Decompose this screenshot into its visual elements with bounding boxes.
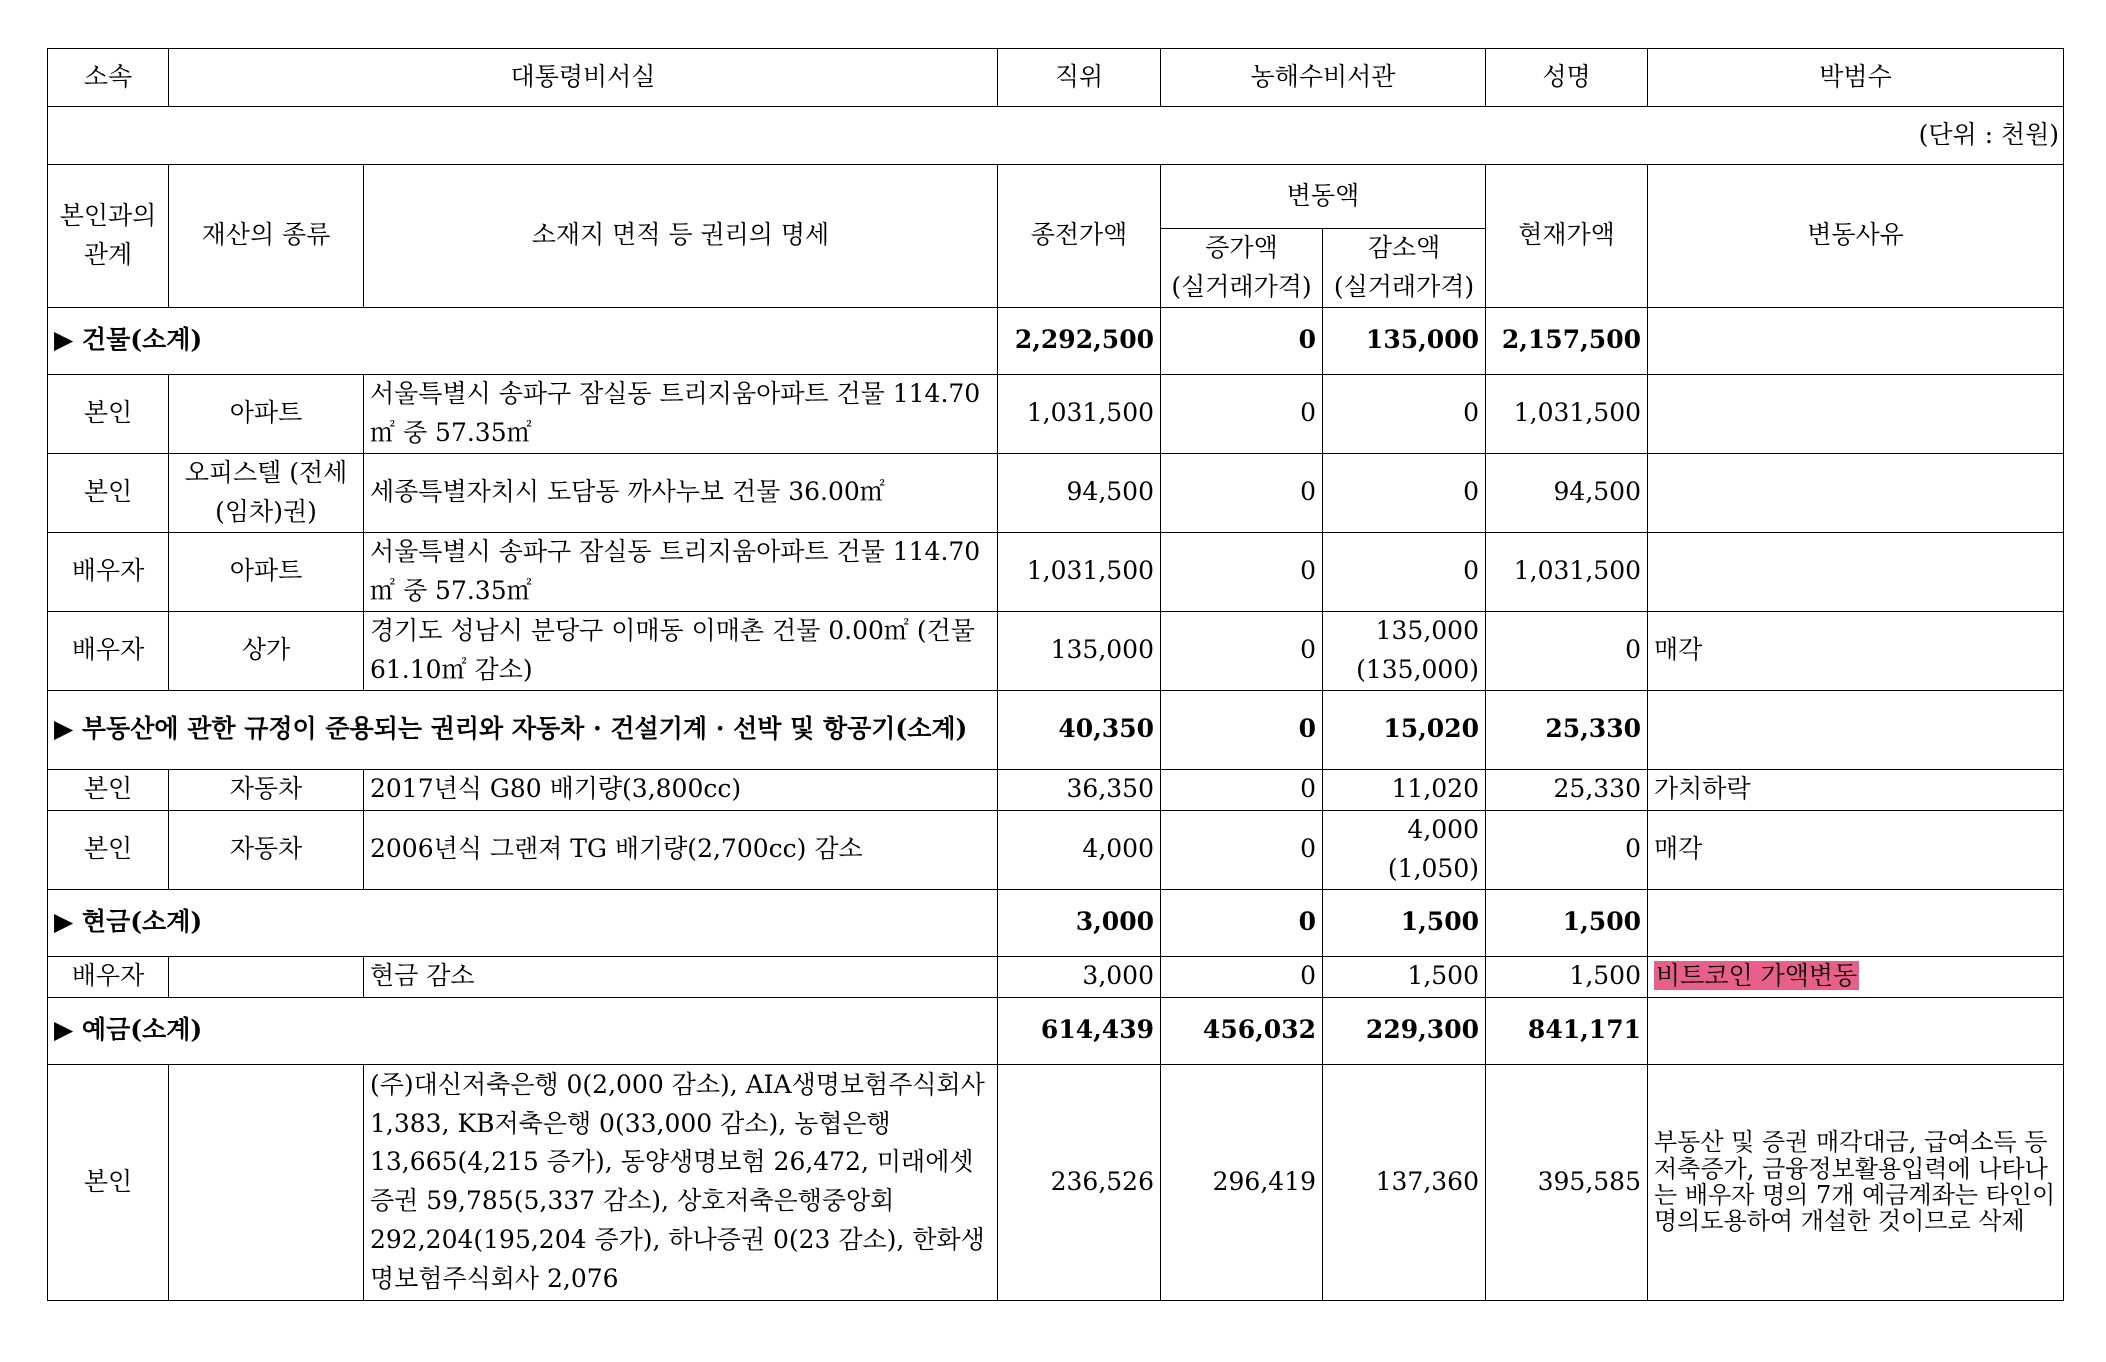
subtotal-increase: 0 (1161, 889, 1323, 956)
col-current: 현재가액 (1486, 165, 1648, 308)
subtotal-increase: 456,032 (1161, 997, 1323, 1064)
cell-reason: 가치하락 (1648, 769, 2064, 810)
cell-previous: 3,000 (998, 956, 1161, 997)
cell-decrease: 135,000 (135,000) (1323, 611, 1486, 690)
name-value: 박범수 (1648, 49, 2064, 107)
cell-reason (1648, 453, 2064, 532)
name-label: 성명 (1486, 49, 1648, 107)
cell-previous: 94,500 (998, 453, 1161, 532)
cell-increase: 0 (1161, 769, 1323, 810)
col-reason: 변동사유 (1648, 165, 2064, 308)
cell-decrease: 0 (1323, 374, 1486, 453)
subtotal-current: 25,330 (1486, 690, 1648, 769)
cell-increase: 0 (1161, 453, 1323, 532)
subtotal-row-vehicles (48, 690, 2064, 769)
cell-detail: (주)대신저축은행 0(2,000 감소), AIA생명보험주식회사 1,383, KB저축은행 0(33,000 감소), 농협은행 13,665(4,215 증가), 동양생명보험 26,472, 미래에셋증권 59,785(5,337 감소), 상호저축은행중앙회 292,204(195,204 증가), 하나증권 0(23 감소), 한화생명보험주식회사 2,076 (364, 1064, 998, 1300)
cell-current: 0 (1486, 611, 1648, 690)
column-header-row (48, 165, 2064, 229)
position-label: 직위 (998, 49, 1161, 107)
subtotal-previous: 614,439 (998, 997, 1161, 1064)
header-info-row (48, 49, 2064, 107)
subtotal-increase: 0 (1161, 690, 1323, 769)
unit-row (48, 107, 2064, 165)
cell-reason: 부동산 및 증권 매각대금, 급여소득 등 저축증가, 금융정보활용입력에 나타나는 배우자 명의 7개 예금계좌는 타인이 명의도용하여 개설한 것이므로 삭제 (1648, 1064, 2064, 1300)
subtotal-previous: 40,350 (998, 690, 1161, 769)
cell-decrease: 0 (1323, 453, 1486, 532)
unit-text: (단위 : 천원) (48, 107, 2064, 165)
affiliation-value: 대통령비서실 (169, 49, 998, 107)
cell-detail: 현금 감소 (364, 956, 998, 997)
subtotal-previous: 2,292,500 (998, 307, 1161, 374)
cell-previous: 236,526 (998, 1064, 1161, 1300)
cell-relation: 본인 (48, 810, 169, 889)
cell-increase: 0 (1161, 532, 1323, 611)
cell-previous: 1,031,500 (998, 374, 1161, 453)
subtotal-current: 2,157,500 (1486, 307, 1648, 374)
cell-increase: 0 (1161, 956, 1323, 997)
col-change-group: 변동액 (1161, 165, 1486, 229)
asset-change-table (47, 48, 2064, 1301)
cell-current: 25,330 (1486, 769, 1648, 810)
table-row (48, 956, 2064, 997)
affiliation-label: 소속 (48, 49, 169, 107)
cell-relation: 본인 (48, 374, 169, 453)
cell-increase: 0 (1161, 810, 1323, 889)
position-value: 농해수비서관 (1161, 49, 1486, 107)
col-detail: 소재지 면적 등 권리의 명세 (364, 165, 998, 308)
cell-type: 아파트 (169, 374, 364, 453)
cell-type: 자동차 (169, 810, 364, 889)
subtotal-reason (1648, 889, 2064, 956)
cell-previous: 36,350 (998, 769, 1161, 810)
subtotal-decrease: 1,500 (1323, 889, 1486, 956)
subtotal-label: ▶ 현금(소계) (48, 889, 998, 956)
cell-detail: 2006년식 그랜져 TG 배기량(2,700cc) 감소 (364, 810, 998, 889)
subtotal-reason (1648, 307, 2064, 374)
cell-decrease: 11,020 (1323, 769, 1486, 810)
cell-increase: 0 (1161, 374, 1323, 453)
cell-detail: 세종특별자치시 도담동 까사누보 건물 36.00㎡ (364, 453, 998, 532)
cell-previous: 135,000 (998, 611, 1161, 690)
subtotal-increase: 0 (1161, 307, 1323, 374)
subtotal-current: 1,500 (1486, 889, 1648, 956)
cell-type (169, 1064, 364, 1300)
cell-detail: 서울특별시 송파구 잠실동 트리지움아파트 건물 114.70㎡ 중 57.35㎡ (364, 374, 998, 453)
cell-reason (1648, 374, 2064, 453)
subtotal-row-cash (48, 889, 2064, 956)
table-row (48, 374, 2064, 453)
subtotal-reason (1648, 997, 2064, 1064)
cell-decrease: 4,000 (1,050) (1323, 810, 1486, 889)
subtotal-label: ▶ 건물(소계) (48, 307, 998, 374)
cell-current: 0 (1486, 810, 1648, 889)
cell-detail: 2017년식 G80 배기량(3,800cc) (364, 769, 998, 810)
cell-type (169, 956, 364, 997)
cell-current: 1,031,500 (1486, 374, 1648, 453)
cell-decrease: 1,500 (1323, 956, 1486, 997)
table-row (48, 611, 2064, 690)
cell-detail: 서울특별시 송파구 잠실동 트리지움아파트 건물 114.70㎡ 중 57.35㎡ (364, 532, 998, 611)
cell-type: 아파트 (169, 532, 364, 611)
col-type: 재산의 종류 (169, 165, 364, 308)
subtotal-decrease: 15,020 (1323, 690, 1486, 769)
subtotal-decrease: 135,000 (1323, 307, 1486, 374)
cell-increase: 0 (1161, 611, 1323, 690)
table-row (48, 810, 2064, 889)
cell-previous: 1,031,500 (998, 532, 1161, 611)
cell-reason: 매각 (1648, 810, 2064, 889)
subtotal-row-buildings (48, 307, 2064, 374)
subtotal-decrease: 229,300 (1323, 997, 1486, 1064)
cell-relation: 본인 (48, 769, 169, 810)
subtotal-current: 841,171 (1486, 997, 1648, 1064)
cell-type: 오피스텔 (전세(임차)권) (169, 453, 364, 532)
cell-relation: 배우자 (48, 532, 169, 611)
cell-previous: 4,000 (998, 810, 1161, 889)
table-row (48, 453, 2064, 532)
col-relation: 본인과의 관계 (48, 165, 169, 308)
cell-reason (1648, 532, 2064, 611)
cell-relation: 본인 (48, 1064, 169, 1300)
cell-increase: 296,419 (1161, 1064, 1323, 1300)
cell-detail: 경기도 성남시 분당구 이매동 이매촌 건물 0.00㎡ (건물 61.10㎡ 감소) (364, 611, 998, 690)
table-row (48, 769, 2064, 810)
cell-type: 자동차 (169, 769, 364, 810)
subtotal-previous: 3,000 (998, 889, 1161, 956)
cell-relation: 배우자 (48, 956, 169, 997)
cell-reason (1648, 956, 2064, 997)
subtotal-label: ▶ 부동산에 관한 규정이 준용되는 권리와 자동차 · 건설기계 · 선박 및 항공기(소계) (48, 690, 998, 769)
table-row (48, 1064, 2064, 1300)
cell-relation: 본인 (48, 453, 169, 532)
subtotal-label: ▶ 예금(소계) (48, 997, 998, 1064)
table-row (48, 532, 2064, 611)
highlighted-reason: 비트코인 가액변동 (1656, 961, 1858, 991)
cell-current: 395,585 (1486, 1064, 1648, 1300)
cell-decrease: 137,360 (1323, 1064, 1486, 1300)
cell-reason: 매각 (1648, 611, 2064, 690)
cell-type: 상가 (169, 611, 364, 690)
cell-current: 1,500 (1486, 956, 1648, 997)
col-increase: 증가액 (실거래가격) (1161, 229, 1323, 308)
cell-current: 94,500 (1486, 453, 1648, 532)
cell-relation: 배우자 (48, 611, 169, 690)
cell-current: 1,031,500 (1486, 532, 1648, 611)
subtotal-reason (1648, 690, 2064, 769)
cell-decrease: 0 (1323, 532, 1486, 611)
col-previous: 종전가액 (998, 165, 1161, 308)
col-decrease: 감소액 (실거래가격) (1323, 229, 1486, 308)
subtotal-row-deposits (48, 997, 2064, 1064)
